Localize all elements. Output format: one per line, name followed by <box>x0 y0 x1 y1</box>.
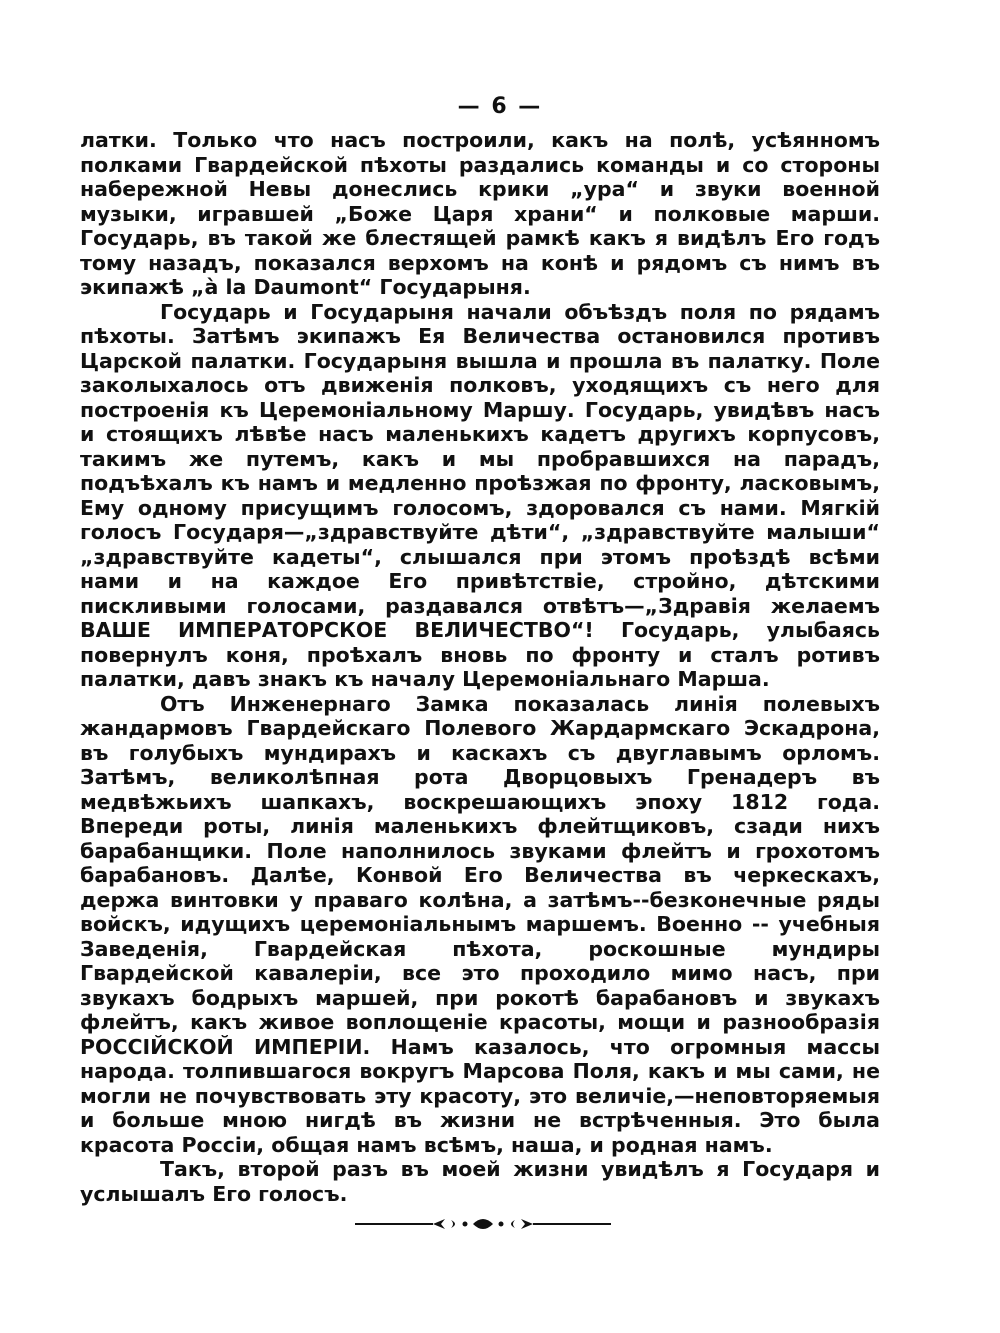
page-number: — 6 — <box>457 94 543 119</box>
paragraph-2: Государь и Государыня начали объѣздъ поля по рядамъ пѣхоты. Затѣмъ экипажъ Ея Величества остановился противъ Царской палатки. Государыня вышла и прошла въ палатку. Поле заколыхалось отъ движенія полковъ, уходящихъ съ него для построенія къ Церемоніальному Маршу. Государь, увидѣвъ насъ и стоящихъ лѣвѣе насъ маленькихъ кадетъ другихъ корпусовъ, такимъ же путемъ, какъ и мы пробравшихся на парадъ, подъѣхалъ къ намъ и медленно проѣзжая по фронту, ласковымъ, Ему одному присущимъ голосомъ, здоровался съ нами. Мягкій голосъ Государя—„здравствуйте дѣти“, „здравствуйте малыши“ „здравствуйте кадеты“, слышался при этомъ проѣздѣ всѣми нами и на каждое Его привѣтствіе, стройно, дѣтскими пискливыми голосами, раздавался отвѣтъ—„Здравія желаемъ ВАШЕ ИМПЕРАТОРСКОЕ ВЕЛИЧЕСТВО“! Государь, улыбаясь повернулъ коня, проѣхалъ вновь по фронту и сталъ ротивъ палатки, давъ знакъ къ началу Церемоніальнаго Марша. <box>80 299 880 691</box>
paragraph-3: Отъ Инженернаго Замка показалась линія полевыхъ жандармовъ Гвардейскаго Полевого Жардармскаго Эскадрона, въ голубыхъ мундирахъ и каскахъ съ двуглавымъ орломъ. Затѣмъ, великолѣпная рота Дворцовыхъ Гренадеръ въ медвѣжьихъ шапкахъ, воскрешающихъ эпоху 1812 года. Впереди роты, линія маленькихъ флейтщиковъ, сзади нихъ барабанщики. Поле наполнилось звуками флейтъ и грохотомъ барабановъ. Далѣе, Конвой Его Величества въ черкескахъ, держа винтовки у праваго колѣна, а затѣмъ--безконечные ряды войскъ, идущихъ церемоніальнымъ маршемъ. Военно -- учебныя Заведенія, Гвардейская пѣхота, роскошные мундиры Гвардейской кавалеріи, все это проходило мимо насъ, при звукахъ бодрыхъ маршей, при рокотѣ барабановъ и звукахъ флейтъ, какъ живое воплощеніе красоты, мощи и разнообразія РОССІЙСКОЙ ИМПЕРІИ. Намъ казалось, что огромныя массы народа. толпившагося вокругъ Марсова Поля, какъ и мы сами, не могли не почувствовать эту красоту, это величіе,—неповторяемыя и больше мною нигдѣ въ жизни не встрѣченныя. Это была красота Россіи, общая намъ всѣмъ, наша, и родная намъ. <box>80 691 880 1157</box>
paragraph-1: латки. Только что насъ построили, какъ на полѣ, усѣянномъ полками Гвардейской пѣхоты раздались команды и со стороны набережной Невы донеслись крики „ура“ и звуки военной музыки, игравшей „Боже Царя храни“ и полковые марши. Государь, въ такой же блестящей рамкѣ какъ я видѣлъ Его годъ тому назадъ, показался верхомъ на конѣ и рядомъ съ нимъ въ экипажѣ „à la Daumont“ Государыня. <box>80 128 880 299</box>
ornament-divider-icon <box>355 1212 611 1236</box>
body-text <box>80 128 880 1206</box>
paragraph-4: Такъ, второй разъ въ моей жизни увидѣлъ я Государя и услышалъ Его голосъ. <box>80 1157 880 1206</box>
